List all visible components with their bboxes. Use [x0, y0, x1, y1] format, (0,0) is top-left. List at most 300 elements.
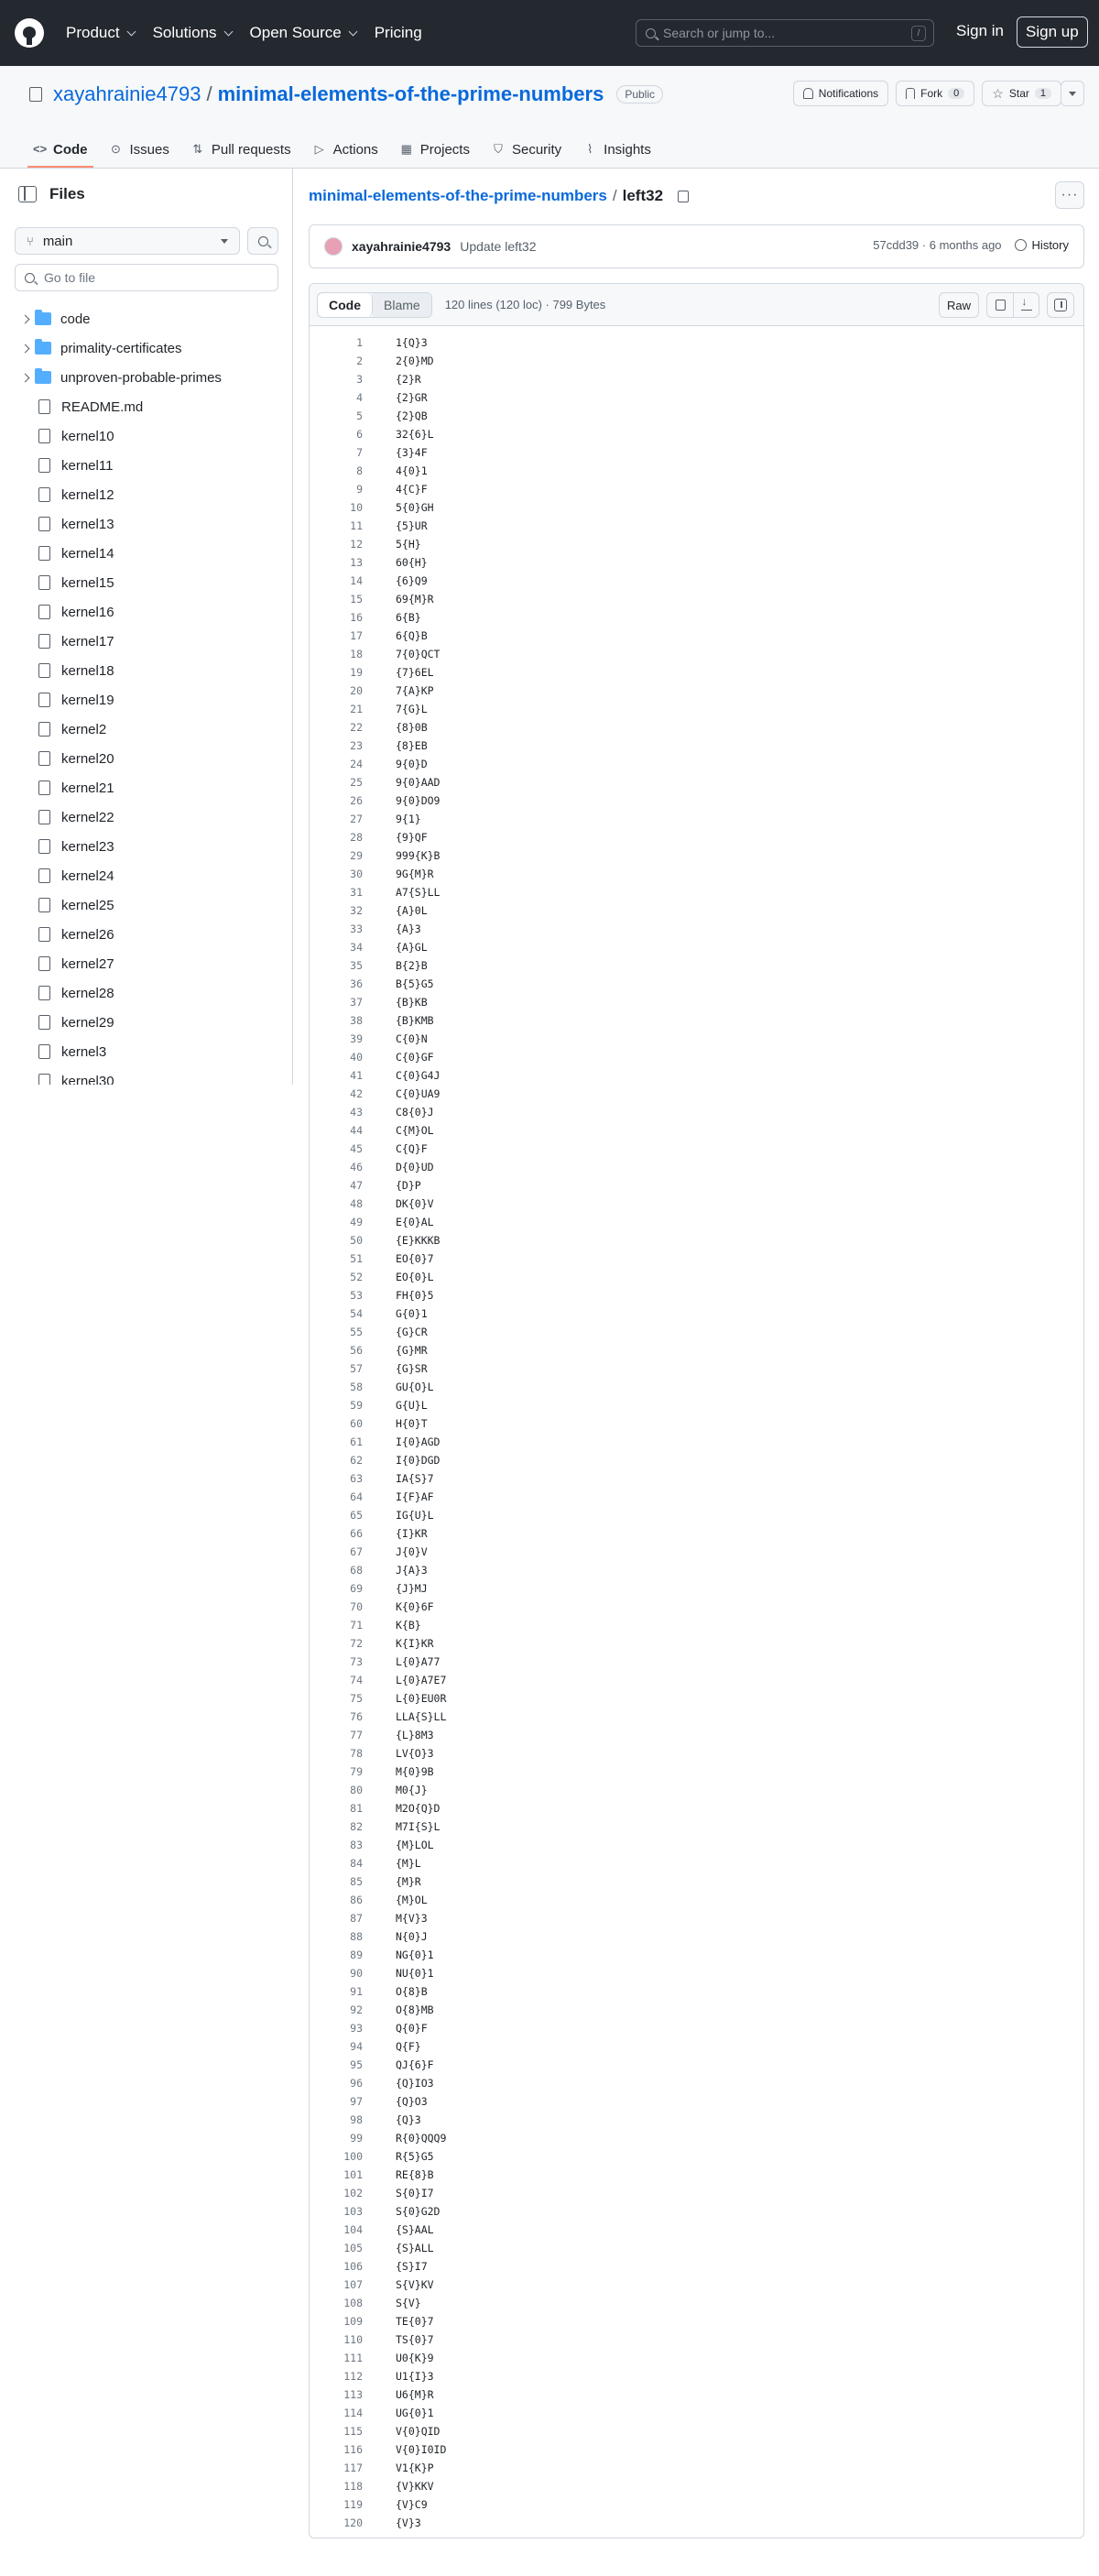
line-number[interactable]: 88 [350, 1930, 363, 1943]
line-number[interactable]: 79 [350, 1765, 363, 1778]
line-number[interactable]: 82 [350, 1820, 363, 1833]
line-text: NG{0}1 [396, 1948, 434, 1961]
sign-in-link[interactable]: Sign in [956, 22, 1004, 39]
tree-item-label: kernel13 [61, 516, 114, 532]
download-raw-button[interactable] [1013, 293, 1039, 317]
tree-file[interactable] [15, 451, 280, 480]
commit-author-link[interactable]: xayahrainie4793 [352, 239, 452, 254]
copy-raw-button[interactable] [987, 293, 1013, 317]
code-line [310, 608, 1083, 627]
line-number[interactable]: 70 [350, 1600, 363, 1613]
line-number[interactable]: 61 [350, 1435, 363, 1448]
line-text: V1{K}P [396, 2461, 434, 2474]
line-number[interactable]: 32 [350, 904, 363, 917]
line-number[interactable]: 6 [356, 428, 363, 441]
tree-item-label: kernel10 [61, 428, 114, 444]
code-line [310, 2367, 1083, 2385]
line-number[interactable]: 15 [350, 593, 363, 606]
line-number[interactable]: 12 [350, 538, 363, 551]
line-number[interactable]: 27 [350, 813, 363, 825]
line-text: 32{6}L [396, 428, 434, 441]
line-number[interactable]: 3 [356, 373, 363, 386]
line-number[interactable]: 47 [350, 1179, 363, 1192]
line-number[interactable]: 111 [343, 2352, 363, 2364]
symbols-button[interactable] [1047, 292, 1074, 318]
line-number[interactable]: 112 [343, 2370, 363, 2383]
nav-item-product[interactable] [66, 24, 135, 42]
triangle-down-icon [221, 239, 228, 244]
tree-file[interactable] [15, 539, 280, 568]
line-number[interactable]: 10 [350, 501, 363, 514]
sidebar-header [18, 185, 85, 203]
tree-file[interactable] [15, 480, 280, 509]
line-text: C8{0}J [396, 1106, 434, 1119]
line-text: 2{0}MD [396, 355, 434, 367]
line-number[interactable]: 4 [356, 391, 363, 404]
tree-file[interactable] [15, 627, 280, 656]
line-number[interactable]: 26 [350, 794, 363, 807]
line-text: {V}3 [396, 2516, 421, 2529]
file-icon [38, 693, 50, 707]
line-number[interactable]: 119 [343, 2498, 363, 2511]
line-number[interactable]: 40 [350, 1051, 363, 1064]
line-number[interactable]: 36 [350, 977, 363, 990]
line-number[interactable]: 38 [350, 1014, 363, 1027]
tree-file[interactable] [15, 685, 280, 715]
sign-up-button[interactable]: Sign up [1017, 16, 1088, 48]
global-search-input[interactable] [636, 19, 934, 47]
tree-file[interactable] [15, 656, 280, 685]
line-number[interactable]: 33 [350, 922, 363, 935]
code-line [310, 333, 1083, 352]
tree-item-label: kernel15 [61, 574, 114, 591]
line-number[interactable]: 25 [350, 776, 363, 789]
line-number[interactable]: 28 [350, 831, 363, 844]
file-icon [38, 517, 50, 531]
line-number[interactable]: 9 [356, 483, 363, 496]
code-line [310, 1048, 1083, 1066]
line-number[interactable]: 49 [350, 1216, 363, 1228]
tree-item-label: kernel17 [61, 633, 114, 649]
nav-item-open-source[interactable] [250, 24, 356, 42]
line-text: {B}KB [396, 996, 428, 1009]
line-text: {M}L [396, 1857, 421, 1870]
line-text: {D}P [396, 1179, 421, 1192]
line-number[interactable]: 114 [343, 2407, 363, 2419]
tree-item-label: kernel3 [61, 1043, 107, 1060]
commit-sha-link[interactable]: 57cdd39 [873, 238, 919, 252]
line-number[interactable]: 46 [350, 1161, 363, 1173]
tree-file[interactable] [15, 861, 280, 890]
line-number[interactable]: 53 [350, 1289, 363, 1302]
line-number[interactable]: 106 [343, 2260, 363, 2273]
line-number[interactable]: 44 [350, 1124, 363, 1137]
line-text: I{0}DGD [396, 1454, 441, 1467]
tree-file[interactable] [15, 949, 280, 978]
tree-file[interactable] [15, 802, 280, 832]
file-icon [38, 839, 50, 854]
line-text: UG{0}1 [396, 2407, 434, 2419]
go-to-file-input[interactable] [15, 264, 278, 291]
tree-item-label: kernel12 [61, 486, 114, 503]
line-number[interactable]: 105 [343, 2242, 363, 2254]
line-number[interactable]: 63 [350, 1472, 363, 1485]
line-number[interactable]: 45 [350, 1142, 363, 1155]
line-number[interactable]: 18 [350, 648, 363, 660]
line-number[interactable]: 48 [350, 1197, 363, 1210]
branch-name: main [42, 233, 73, 249]
code-line [310, 425, 1083, 443]
line-text: R{5}G5 [396, 2150, 434, 2163]
tree-file[interactable] [15, 1008, 280, 1037]
line-number[interactable]: 95 [350, 2058, 363, 2071]
line-number[interactable]: 14 [350, 574, 363, 587]
line-number[interactable]: 22 [350, 721, 363, 734]
line-number[interactable]: 80 [350, 1784, 363, 1796]
table-icon: ▦ [400, 142, 412, 156]
tree-item-label: kernel23 [61, 838, 114, 855]
raw-button[interactable]: Raw [939, 292, 979, 318]
nav-item-solutions[interactable] [153, 24, 232, 42]
tree-file[interactable] [15, 421, 280, 451]
line-number[interactable]: 113 [343, 2388, 363, 2401]
line-number[interactable]: 74 [350, 1674, 363, 1686]
line-number[interactable]: 1 [356, 336, 363, 349]
code-line [310, 2422, 1083, 2440]
line-number[interactable]: 67 [350, 1545, 363, 1558]
breadcrumb-current-file: left32 [622, 187, 664, 204]
code-line [310, 572, 1083, 590]
line-number[interactable]: 59 [350, 1399, 363, 1412]
line-number[interactable]: 23 [350, 739, 363, 752]
line-number[interactable]: 118 [343, 2480, 363, 2493]
tree-item-label: kernel20 [61, 750, 114, 767]
line-number[interactable]: 13 [350, 556, 363, 569]
file-icon [38, 546, 50, 561]
repo-name-link[interactable]: minimal-elements-of-the-prime-numbers [217, 82, 604, 105]
line-text: {M}LOL [396, 1839, 434, 1851]
code-line [310, 2221, 1083, 2239]
tree-file[interactable] [15, 392, 280, 421]
history-button[interactable] [1015, 238, 1069, 252]
line-number[interactable]: 19 [350, 666, 363, 679]
nav-item-label: Product [66, 24, 120, 41]
line-number[interactable]: 117 [343, 2461, 363, 2474]
chevron-right-icon[interactable] [15, 375, 35, 381]
line-number[interactable]: 83 [350, 1839, 363, 1851]
chevron-down-icon [223, 27, 233, 36]
code-line [310, 865, 1083, 883]
line-number[interactable]: 34 [350, 941, 363, 954]
tree-folder[interactable] [15, 363, 280, 392]
tree-folder[interactable] [15, 333, 280, 363]
line-number[interactable]: 43 [350, 1106, 363, 1119]
line-number[interactable]: 87 [350, 1912, 363, 1925]
line-number[interactable]: 91 [350, 1985, 363, 1998]
line-text: K{I}KR [396, 1637, 434, 1650]
star-dropdown-button[interactable] [1061, 81, 1084, 106]
line-number[interactable]: 57 [350, 1362, 363, 1375]
chevron-right-icon[interactable] [15, 345, 35, 352]
line-text: QJ{6}F [396, 2058, 434, 2071]
line-number[interactable]: 85 [350, 1875, 363, 1888]
repo-title-separator: / [206, 82, 212, 105]
line-text: M{V}3 [396, 1912, 428, 1925]
star-count: 1 [1035, 88, 1051, 99]
line-number[interactable]: 103 [343, 2205, 363, 2218]
file-icon [38, 1044, 50, 1059]
line-number[interactable]: 116 [343, 2443, 363, 2456]
line-number[interactable]: 110 [343, 2333, 363, 2346]
line-number[interactable]: 72 [350, 1637, 363, 1650]
code-line [310, 1085, 1083, 1103]
history-icon [1015, 239, 1027, 251]
line-number[interactable]: 90 [350, 1967, 363, 1980]
breadcrumb-repo-link[interactable]: minimal-elements-of-the-prime-numbers [309, 187, 607, 204]
github-logo-icon[interactable] [15, 18, 44, 48]
line-text: 6{B} [396, 611, 421, 624]
line-number[interactable]: 16 [350, 611, 363, 624]
blame-view-button[interactable]: Blame [373, 293, 431, 317]
fork-button[interactable] [896, 81, 974, 106]
tree-file[interactable] [15, 744, 280, 773]
line-number[interactable]: 64 [350, 1490, 363, 1503]
line-number[interactable]: 52 [350, 1271, 363, 1283]
chevron-right-icon[interactable] [15, 316, 35, 322]
line-number[interactable]: 35 [350, 959, 363, 972]
line-text: 9{1} [396, 813, 421, 825]
line-number[interactable]: 39 [350, 1032, 363, 1045]
nav-item-label: Open Source [249, 24, 342, 41]
tree-file[interactable] [15, 1066, 280, 1085]
chevron-right-icon [20, 344, 29, 353]
tree-file[interactable] [15, 890, 280, 920]
tree-item-label: kernel30 [61, 1073, 114, 1085]
more-options-button[interactable] [1055, 181, 1084, 209]
notifications-button[interactable] [793, 81, 888, 106]
search-icon [646, 28, 656, 38]
line-number[interactable]: 29 [350, 849, 363, 862]
line-number[interactable]: 107 [343, 2278, 363, 2291]
code-line [310, 993, 1083, 1011]
code-line [310, 2056, 1083, 2074]
code-line [310, 1341, 1083, 1359]
sidebar-search-button[interactable] [247, 227, 278, 255]
tree-file[interactable] [15, 568, 280, 597]
line-text: {8}EB [396, 739, 428, 752]
line-text: {A}GL [396, 941, 428, 954]
line-text: C{Q}F [396, 1142, 428, 1155]
line-number[interactable]: 20 [350, 684, 363, 697]
line-number[interactable]: 93 [350, 2022, 363, 2035]
line-number[interactable]: 54 [350, 1307, 363, 1320]
line-number[interactable]: 21 [350, 703, 363, 715]
line-text: {S}AAL [396, 2223, 434, 2236]
line-number[interactable]: 97 [350, 2095, 363, 2108]
line-text: Q{F} [396, 2040, 421, 2053]
code-line [310, 462, 1083, 480]
line-number[interactable]: 71 [350, 1619, 363, 1632]
commit-message-link[interactable]: Update left32 [460, 239, 537, 254]
line-number[interactable]: 65 [350, 1509, 363, 1522]
line-number[interactable]: 50 [350, 1234, 363, 1247]
tab-pull-requests[interactable] [180, 131, 302, 168]
line-number[interactable]: 60 [350, 1417, 363, 1430]
copy-path-icon[interactable] [678, 191, 689, 202]
tab-label: Issues [129, 141, 169, 158]
line-number[interactable]: 101 [343, 2168, 363, 2181]
tree-file[interactable] [15, 920, 280, 949]
code-line [310, 2074, 1083, 2092]
code-view-button[interactable]: Code [318, 293, 373, 317]
code-line [310, 755, 1083, 773]
tab-projects[interactable] [389, 131, 481, 168]
line-number[interactable]: 55 [350, 1326, 363, 1338]
folder-icon [35, 312, 51, 325]
tab-code[interactable] [22, 131, 99, 168]
line-text: DK{0}V [396, 1197, 434, 1210]
branch-selector[interactable] [15, 227, 240, 255]
line-number[interactable]: 8 [356, 464, 363, 477]
code-line [310, 1103, 1083, 1121]
line-number[interactable]: 92 [350, 2003, 363, 2016]
tab-issues[interactable] [99, 131, 180, 168]
line-number[interactable]: 94 [350, 2040, 363, 2053]
code-line [310, 2330, 1083, 2349]
line-number[interactable]: 109 [343, 2315, 363, 2328]
line-text: {J}MJ [396, 1582, 428, 1595]
line-number[interactable]: 81 [350, 1802, 363, 1815]
avatar[interactable] [324, 237, 343, 256]
line-text: {2}GR [396, 391, 428, 404]
line-number[interactable]: 89 [350, 1948, 363, 1961]
line-number[interactable]: 108 [343, 2297, 363, 2309]
line-text: {V}C9 [396, 2498, 428, 2511]
tab-security[interactable] [481, 131, 572, 168]
line-number[interactable]: 11 [350, 519, 363, 532]
line-number[interactable]: 66 [350, 1527, 363, 1540]
sidebar-collapse-icon[interactable] [18, 186, 37, 202]
line-text: {5}UR [396, 519, 428, 532]
tree-file[interactable] [15, 715, 280, 744]
history-label: History [1031, 238, 1069, 252]
file-icon [38, 634, 50, 649]
line-number[interactable]: 115 [343, 2425, 363, 2438]
tree-item-label: kernel11 [61, 457, 114, 474]
line-number[interactable]: 102 [343, 2187, 363, 2199]
line-number[interactable]: 58 [350, 1381, 363, 1393]
tree-item-label: kernel2 [61, 721, 107, 737]
line-number[interactable]: 77 [350, 1729, 363, 1741]
chevron-right-icon [20, 373, 29, 382]
line-number[interactable]: 37 [350, 996, 363, 1009]
code-line [310, 1488, 1083, 1506]
line-text: S{V} [396, 2297, 421, 2309]
line-number[interactable]: 24 [350, 758, 363, 770]
line-number[interactable]: 7 [356, 446, 363, 459]
line-text: {7}6EL [396, 666, 434, 679]
tree-file[interactable] [15, 1037, 280, 1066]
line-number[interactable]: 75 [350, 1692, 363, 1705]
line-number[interactable]: 104 [343, 2223, 363, 2236]
code-line [310, 1176, 1083, 1195]
code-line [310, 1451, 1083, 1469]
tree-file[interactable] [15, 978, 280, 1008]
line-number[interactable]: 5 [356, 409, 363, 422]
commit-meta-separator: · [921, 238, 927, 252]
code-line [310, 1066, 1083, 1085]
code-line [310, 663, 1083, 682]
fork-count: 0 [948, 88, 964, 99]
line-number[interactable]: 96 [350, 2077, 363, 2090]
line-number[interactable]: 51 [350, 1252, 363, 1265]
code-line [310, 2349, 1083, 2367]
tree-item-label: kernel28 [61, 985, 114, 1001]
line-text: RE{8}B [396, 2168, 434, 2181]
line-number[interactable]: 98 [350, 2113, 363, 2126]
line-number[interactable]: 62 [350, 1454, 363, 1467]
line-number[interactable]: 17 [350, 629, 363, 642]
line-text: 4{C}F [396, 483, 428, 496]
tree-file[interactable] [15, 597, 280, 627]
line-number[interactable]: 76 [350, 1710, 363, 1723]
nav-item-pricing[interactable] [375, 24, 422, 42]
line-number[interactable]: 56 [350, 1344, 363, 1357]
line-text: {6}Q9 [396, 574, 428, 587]
line-text: {2}QB [396, 409, 428, 422]
tree-file[interactable] [15, 832, 280, 861]
code-line [310, 1799, 1083, 1817]
line-text: {M}R [396, 1875, 421, 1888]
code-line [310, 2294, 1083, 2312]
tree-folder[interactable] [15, 304, 280, 333]
tree-item-label: kernel24 [61, 868, 114, 884]
line-text: EO{0}L [396, 1271, 434, 1283]
line-number[interactable]: 73 [350, 1655, 363, 1668]
line-number[interactable]: 120 [343, 2516, 363, 2529]
tab-actions[interactable] [302, 131, 389, 168]
line-number[interactable]: 84 [350, 1857, 363, 1870]
line-text: S{0}I7 [396, 2187, 434, 2199]
repo-owner-link[interactable]: xayahrainie4793 [53, 82, 201, 105]
star-button[interactable] [982, 81, 1061, 106]
line-number[interactable]: 78 [350, 1747, 363, 1760]
line-number[interactable]: 69 [350, 1582, 363, 1595]
file-viewer [309, 283, 1084, 2538]
file-icon [38, 898, 50, 912]
code-line [310, 1011, 1083, 1030]
tab-insights[interactable] [572, 131, 662, 168]
line-number[interactable]: 99 [350, 2132, 363, 2145]
line-number[interactable]: 68 [350, 1564, 363, 1577]
tree-file[interactable] [15, 773, 280, 802]
code-icon: <> [33, 142, 48, 156]
line-number[interactable]: 42 [350, 1087, 363, 1100]
code-line [310, 1946, 1083, 1964]
file-icon [38, 722, 50, 737]
line-text: 5{0}GH [396, 501, 434, 514]
line-text: LLA{S}LL [396, 1710, 447, 1723]
line-text: R{0}QQQ9 [396, 2132, 447, 2145]
line-number[interactable]: 31 [350, 886, 363, 899]
line-number[interactable]: 100 [343, 2150, 363, 2163]
line-number[interactable]: 86 [350, 1894, 363, 1906]
line-number[interactable]: 41 [350, 1069, 363, 1082]
line-number[interactable]: 2 [356, 355, 363, 367]
line-number[interactable]: 30 [350, 868, 363, 880]
tree-file[interactable] [15, 509, 280, 539]
code-line [310, 1763, 1083, 1781]
